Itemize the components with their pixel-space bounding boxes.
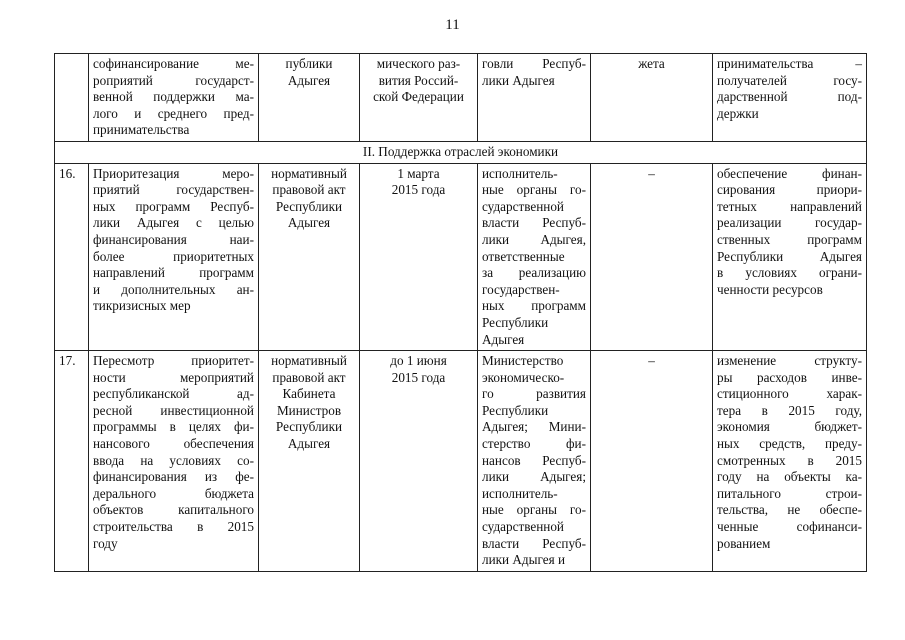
cell-line: тельства, не обеспе- <box>717 502 862 518</box>
cell-line: республиканской ад- <box>93 386 254 402</box>
cell-document <box>259 163 360 351</box>
cell-line: сударственной <box>482 519 564 535</box>
cell-line: 1 марта <box>397 165 440 181</box>
cell-line: строительства в 2015 <box>93 519 254 535</box>
cell-line: ввода на условиях со- <box>93 452 254 468</box>
cell-measure <box>89 351 259 572</box>
cell-line: более приоритетных <box>93 248 254 264</box>
cell-line: дерального бюджета <box>93 485 254 501</box>
cell-line: Кабинета <box>282 386 336 402</box>
cell-line: направлений программ <box>93 265 254 281</box>
cell-line: программы в целях фи- <box>93 419 254 435</box>
cell-line: публики <box>285 56 333 71</box>
cell-line: держки <box>717 105 759 121</box>
cell-line: финансирования наи- <box>93 231 254 247</box>
cell-deadline <box>360 54 478 142</box>
cell-line: ченности ресурсов <box>717 281 823 297</box>
cell-line: питального строи- <box>717 485 862 501</box>
cell-line: году <box>93 535 118 551</box>
cell-line: нансов Респуб- <box>482 452 586 468</box>
cell-line: исполнитель- <box>482 165 558 181</box>
cell-line: ответственные <box>482 248 565 264</box>
cell-line: го развития <box>482 386 586 402</box>
cell-line: лики Адыгея и <box>482 552 566 568</box>
cell-line: принимательства – <box>717 56 862 71</box>
cell-line: приятий государствен- <box>93 182 254 198</box>
cell-line: финансирования из фе- <box>93 469 254 485</box>
cell-line: Республики <box>482 314 549 330</box>
cell-line: ственных программ <box>717 231 862 247</box>
cell-line: Республики <box>482 402 549 418</box>
cell-line: Республики Адыгея <box>717 248 862 264</box>
cell-line: смотренных в 2015 <box>717 452 862 468</box>
cell-line: ры расходов инве- <box>717 369 862 385</box>
cell-line: реализации государ- <box>717 215 862 231</box>
table-row-16 <box>55 163 867 351</box>
cell-line: исполнитель- <box>482 485 558 501</box>
cell-line: ресной инвестиционной <box>93 402 254 418</box>
cell-line: власти Респуб- <box>482 215 586 231</box>
cell-document <box>259 54 360 142</box>
cell-line: лики Адыгея <box>482 72 555 88</box>
cell-funding: жета <box>591 54 713 142</box>
cell-line: лики Адыгея с целью <box>93 215 254 231</box>
cell-line: принимательства <box>93 122 190 138</box>
cell-line: стиционного харак- <box>717 386 862 402</box>
cell-line: 2015 года <box>391 182 446 198</box>
table-row-continuation <box>55 54 867 142</box>
cell-deadline <box>360 163 478 351</box>
cell-responsible <box>478 351 591 572</box>
table-row-17 <box>55 351 867 572</box>
page-number: 11 <box>445 17 460 33</box>
cell-line: сударственной <box>482 198 564 214</box>
cell-line: лого и среднего пред- <box>93 105 254 121</box>
cell-funding: – <box>591 163 713 351</box>
cell-line: нормативный <box>271 353 347 369</box>
cell-funding: – <box>591 351 713 572</box>
cell-number: 16. <box>55 163 89 351</box>
cell-line: объектов капитального <box>93 502 254 518</box>
cell-line: обеспечение финан- <box>717 165 862 181</box>
cell-line: лики Адыгея, <box>482 231 586 247</box>
cell-line: власти Респуб- <box>482 535 586 551</box>
cell-line: софинансирование ме- <box>93 56 254 71</box>
cell-line: государствен- <box>482 281 560 297</box>
cell-measure <box>89 163 259 351</box>
cell-line: тера в 2015 году, <box>717 402 862 418</box>
cell-line: вития Россий- <box>378 72 459 88</box>
cell-line: нормативный <box>271 165 347 181</box>
cell-line: ные органы го- <box>482 502 586 518</box>
cell-line: Адыгея <box>287 436 331 452</box>
cell-line: экономия бюджет- <box>717 419 862 435</box>
cell-line: году на объекты ка- <box>717 469 862 485</box>
cell-line: и дополнительных ан- <box>93 281 254 297</box>
cell-line: лики Адыгея; <box>482 469 586 485</box>
cell-line: Пересмотр приоритет- <box>93 353 254 369</box>
cell-deadline <box>360 351 478 572</box>
cell-line: Республики <box>275 198 343 214</box>
cell-line: за реализацию <box>482 265 586 281</box>
cell-line: ных программ <box>482 298 586 314</box>
cell-line: Адыгея; Мини- <box>482 419 586 435</box>
cell-line: правовой акт <box>272 369 346 385</box>
cell-line: получателей госу- <box>717 72 862 88</box>
cell-line: стерство фи- <box>482 436 586 452</box>
cell-line: ской Федерации <box>373 89 464 105</box>
section-heading: II. Поддержка отраслей экономики <box>55 141 867 163</box>
cell-line: дарственной под- <box>717 89 862 105</box>
table-row-section <box>55 141 867 163</box>
cell-line: в условиях ограни- <box>717 265 862 281</box>
cell-line: до 1 июня <box>390 353 447 369</box>
cell-line: правовой акт <box>272 182 346 198</box>
cell-line: говли Респуб- <box>482 56 586 71</box>
measures-table <box>54 53 867 572</box>
cell-line: экономическо- <box>482 369 565 385</box>
cell-result <box>713 54 867 142</box>
cell-line: нансового обеспечения <box>93 436 254 452</box>
cell-number: 17. <box>55 351 89 572</box>
cell-line: Адыгея <box>287 72 331 88</box>
cell-line: мического раз- <box>376 56 461 71</box>
cell-line: Министров <box>276 402 342 418</box>
cell-document <box>259 351 360 572</box>
cell-number <box>55 54 89 142</box>
cell-responsible <box>478 54 591 142</box>
cell-result <box>713 163 867 351</box>
cell-line: рованием <box>717 535 771 551</box>
cell-line: тетных направлений <box>717 198 862 214</box>
cell-line: ных средств, преду- <box>717 436 862 452</box>
cell-line: Адыгея <box>287 215 331 231</box>
cell-line: Республики <box>275 419 343 435</box>
cell-line: ченные софинанси- <box>717 519 862 535</box>
cell-measure <box>89 54 259 142</box>
cell-line: тикризисных мер <box>93 298 191 314</box>
cell-line: ности мероприятий <box>93 369 254 385</box>
cell-line: роприятий государст- <box>93 72 254 88</box>
cell-line: Приоритезация меро- <box>93 165 254 181</box>
cell-line: сирования приори- <box>717 182 862 198</box>
cell-line: ных программ Респуб- <box>93 198 254 214</box>
cell-line: Адыгея <box>482 331 525 347</box>
cell-line: изменение структу- <box>717 353 862 369</box>
cell-line: 2015 года <box>391 369 446 385</box>
cell-line: ные органы го- <box>482 182 586 198</box>
cell-line: Министерство <box>482 353 564 369</box>
cell-result <box>713 351 867 572</box>
cell-responsible <box>478 163 591 351</box>
cell-line: венной поддержки ма- <box>93 89 254 105</box>
